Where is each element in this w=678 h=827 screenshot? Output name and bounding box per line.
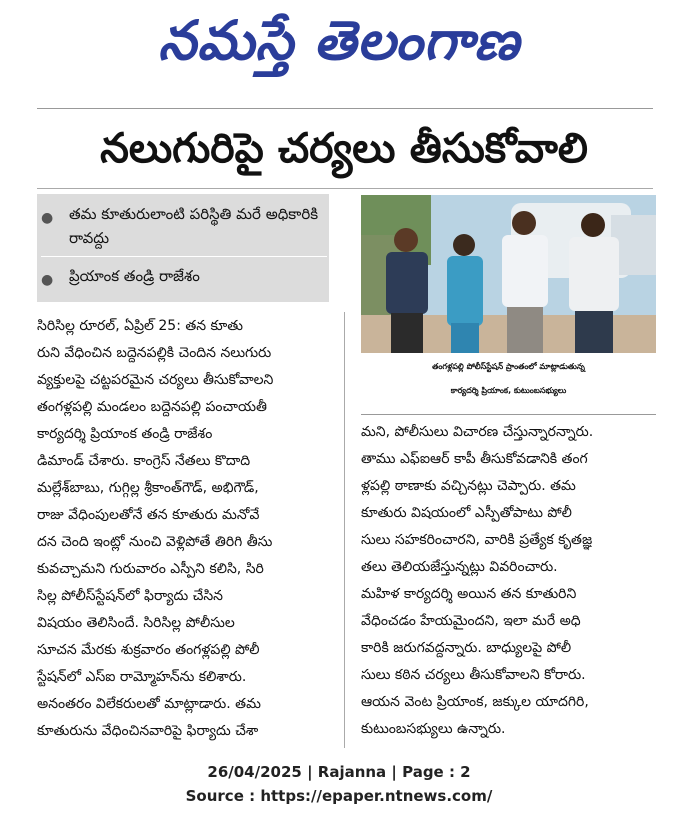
headline-divider bbox=[37, 188, 653, 189]
text-line: తాము ఎఫ్ఐఆర్ కాపీ తీసుకోవడానికి తంగ bbox=[361, 451, 588, 467]
text-line: వ్యక్తులపై చట్టపరమైన చర్యలు తీసుకోవాలని bbox=[37, 372, 274, 388]
text-line: సిరిసిల్ల రూరల్, ఏప్రిల్ 25: తన కూతు bbox=[37, 318, 243, 334]
highlights-box bbox=[37, 194, 329, 302]
text-line: స్టేషన్‌లో ఎస్ఐ రామ్మోహన్‌ను కలిశారు. bbox=[37, 669, 247, 685]
text-line: అనంతరం విలేకరులతో మాట్లాడారు. తమ bbox=[37, 696, 261, 712]
text-line: మని, పోలీసులు విచారణ చేస్తున్నారన్నారు. bbox=[361, 424, 594, 440]
column-divider bbox=[344, 312, 345, 748]
text-line: కువచ్చామని గురువారం ఎస్పీని కలిసి, సిరి bbox=[37, 561, 264, 577]
text-line: తంగళ్లపల్లి మండలం బద్దెనపల్లి పంచాయతీ bbox=[37, 399, 267, 415]
bullet-icon: ● bbox=[41, 210, 54, 226]
caption-line: కార్యదర్శి ప్రియాంక, కుటుంబసభ్యులు bbox=[450, 386, 567, 395]
text-line: కూతురు విషయంలో ఎస్పీతోపాటు పోలీ bbox=[361, 505, 572, 521]
text-line: కుటుంబసభ్యులు ఉన్నారు. bbox=[361, 721, 506, 737]
footer-date-edition: 26/04/2025 | Rajanna | Page : 2 bbox=[207, 763, 471, 781]
text-line: సూచన మేరకు శుక్రవారం తంగళ్లపల్లి పోలీ bbox=[37, 642, 260, 658]
text-line: డిమాండ్ చేశారు. కాంగ్రెస్ నేతలు కొదాది bbox=[37, 453, 251, 469]
text-line: వేధించడం హేయమైందని, ఇలా మరే అధి bbox=[361, 613, 581, 629]
right-column bbox=[361, 424, 656, 750]
highlight-text: తమ కూతురులాంటి పరిస్థితి మరే అధికారికి రావద్దు bbox=[69, 205, 319, 247]
text-line: సులు సహకరించారని, వారికి ప్రత్యేక కృతజ్ఞ bbox=[361, 532, 593, 548]
headline-text: నలుగురిపై చర్యలు తీసుకోవాలి bbox=[100, 124, 588, 172]
text-line: ళ్లపల్లి ఠాణాకు వచ్చినట్లు చెప్పారు. తమ bbox=[361, 478, 576, 494]
text-line: సిల్ల పోలీస్‌స్టేషన్‌లో ఫిర్యాదు చేసిన bbox=[37, 588, 223, 604]
text-line: రాజు వేధింపులతోనే తన కూతురు మనోవే bbox=[37, 507, 260, 523]
caption-divider bbox=[361, 414, 656, 415]
news-photo bbox=[361, 195, 656, 353]
highlight-text: ప్రియాంక తండ్రి రాజేశం bbox=[69, 267, 200, 285]
masthead-title: నమస్తే తెలంగాణ bbox=[158, 8, 520, 72]
highlight-divider bbox=[41, 256, 327, 257]
bullet-icon: ● bbox=[41, 272, 54, 288]
text-line: సులు కఠిన చర్యలు తీసుకోవాలని కోరారు. bbox=[361, 667, 586, 683]
text-line: మల్లేశ్‌బాబు, గుగ్గిల్ల శ్రీకాంత్‌గౌడ్, అభిగౌడ్, bbox=[37, 480, 259, 496]
text-line: కారికి జరుగవద్దన్నారు. బాధ్యులపై పోలీ bbox=[361, 640, 572, 656]
text-line: కూతురును వేధించినవారిపై ఫిర్యాదు చేశా bbox=[37, 723, 259, 739]
masthead bbox=[0, 4, 678, 90]
footer bbox=[0, 760, 678, 808]
text-line: దన చెంది ఇంట్లో నుంచి వెళ్లిపోతే తిరిగి తీసు bbox=[37, 534, 273, 550]
headline bbox=[30, 118, 658, 188]
footer-source: Source : https://epaper.ntnews.com/ bbox=[185, 787, 493, 805]
highlight-item bbox=[37, 202, 329, 252]
photo-caption bbox=[361, 355, 656, 411]
text-line: మహిళ కార్యదర్శి అయిన తన కూతురిని bbox=[361, 586, 577, 602]
photo-illustration bbox=[361, 195, 656, 353]
left-column bbox=[37, 318, 337, 750]
text-line: విషయం తెలిసిందే. సిరిసిల్ల పోలీసుల bbox=[37, 615, 235, 631]
caption-line: తంగళ్లపల్లి పోలీస్‌స్టేషన్ ప్రాంతంలో మాట్లాడుతున్న bbox=[432, 362, 585, 371]
text-line: రుని వేధించిన బద్దెనపల్లికి చెందిన నలుగురు bbox=[37, 345, 272, 361]
highlight-item bbox=[37, 264, 329, 294]
masthead-divider bbox=[37, 108, 653, 109]
text-line: కార్యదర్శి ప్రియాంక తండ్రి రాజేశం bbox=[37, 426, 213, 442]
text-line: ఆయన వెంట ప్రియాంక, జక్కుల యాదగిరి, bbox=[361, 694, 589, 710]
text-line: తలు తెలియజేస్తున్నట్లు వివరించారు. bbox=[361, 559, 558, 575]
